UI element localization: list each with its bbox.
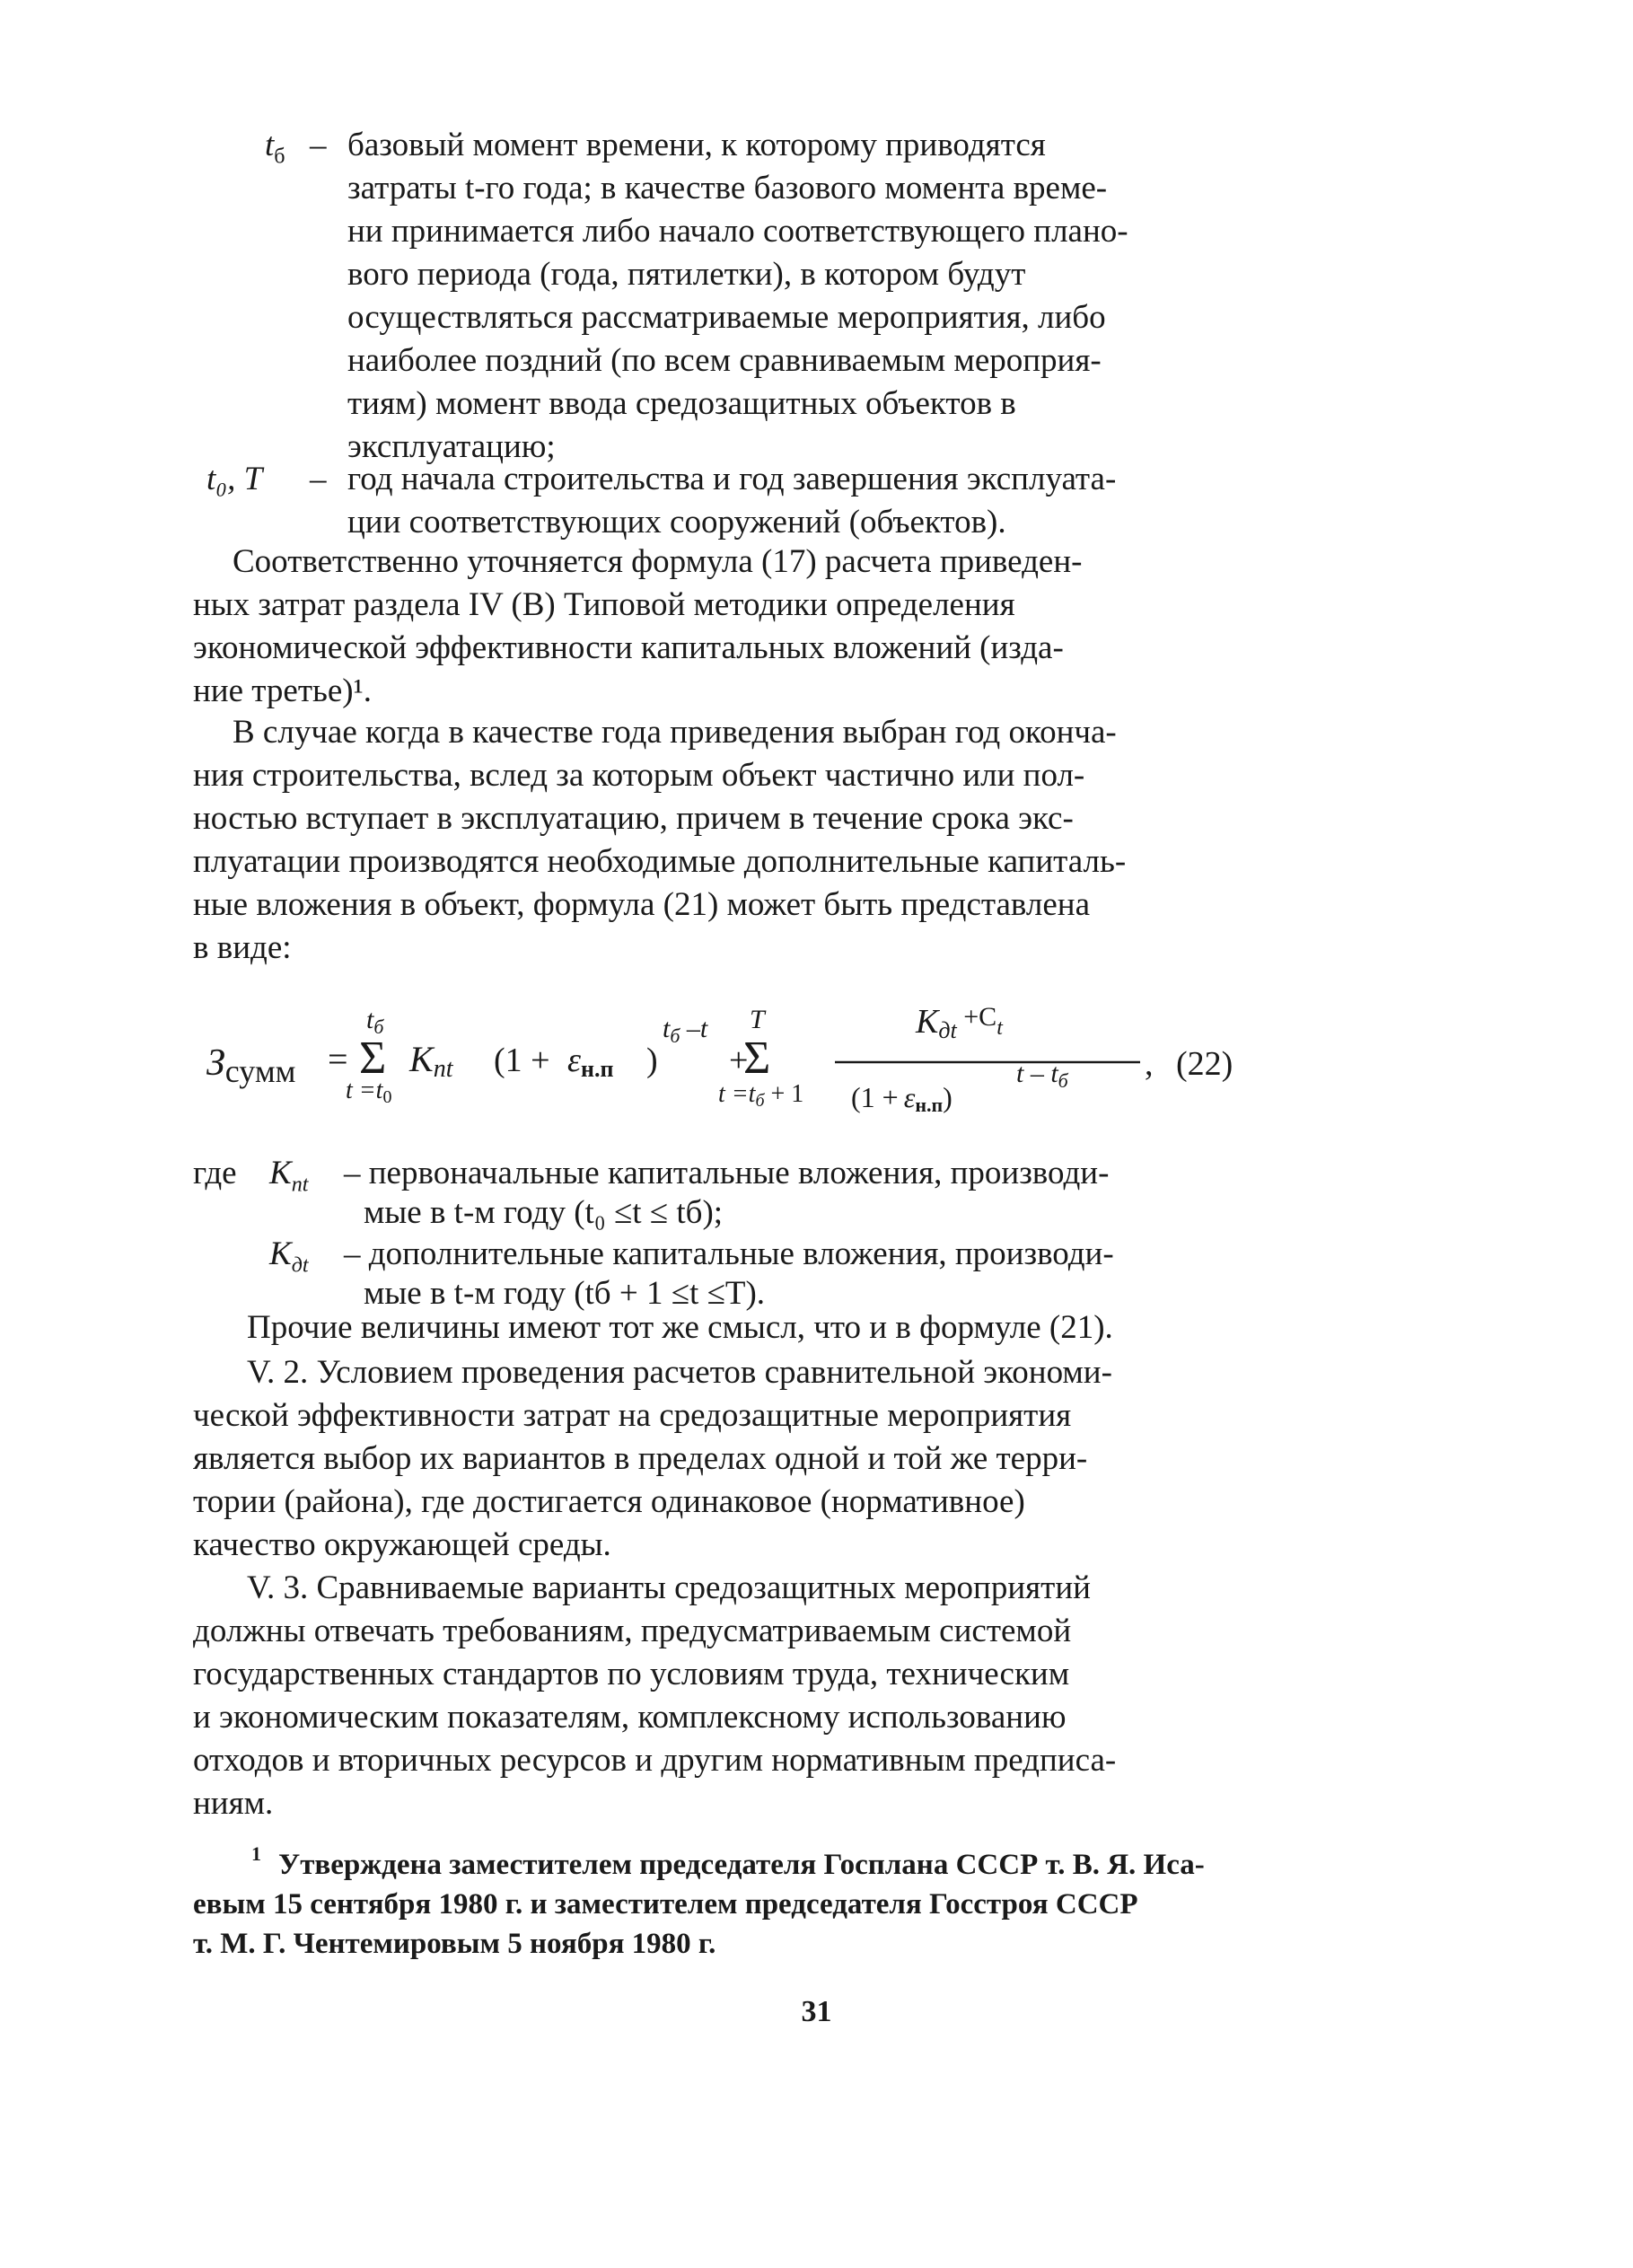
text-line: экономической эффективности капитальных вложений (изда- — [193, 629, 1064, 666]
footnote-marker: 1 — [251, 1842, 261, 1865]
text-line: качество окружающей среды. — [193, 1526, 611, 1563]
text-line: ни принимается либо начало соответствующего плано- — [347, 213, 1128, 250]
paragraph-construction-year — [193, 711, 1252, 970]
text-line: и экономическим показателям, комплексному использованию — [193, 1699, 1067, 1736]
text-line: ные вложения в объект, формула (21) может быть представлена — [193, 886, 1091, 923]
definition-dash: – — [310, 461, 327, 497]
sum1-upper-limit: $t_б$ — [366, 1005, 384, 1038]
definition-t0-T — [206, 458, 1261, 548]
text-line: тории (района), где достигается одинаковое (нормативное) — [193, 1483, 1025, 1520]
where-kpt-line1: – первоначальные капитальные вложения, производи- — [344, 1155, 1110, 1191]
formula-paren1: (1 + — [494, 1042, 550, 1079]
formula-paren1-close: ) — [646, 1042, 658, 1079]
text-line: ческой эффективности затрат на средозащитные мероприятия — [193, 1397, 1072, 1434]
where-label: где — [193, 1155, 237, 1191]
where-kpt-line2: мые в t-м году (t₀ ≤t ≤ tб); — [364, 1194, 724, 1231]
definition-body — [347, 124, 1259, 469]
where-kdt-symbol: $K_{дt}$ — [269, 1235, 309, 1278]
text-line: базовый момент времени, к которому приводятся — [347, 127, 1046, 163]
formula-plus: + — [729, 1042, 749, 1079]
text-line: наиболее поздний (по всем сравниваемым мероприя- — [347, 342, 1102, 379]
paragraph-v2 — [193, 1351, 1252, 1567]
fraction-denominator: (1 + εн.п) — [851, 1081, 953, 1116]
definition-dash: – — [310, 127, 327, 163]
text-line: государственных стандартов по условиям труда, техническим — [193, 1656, 1070, 1692]
text-line: ния строительства, вслед за которым объект частично или пол- — [193, 757, 1085, 794]
paragraph-v3 — [193, 1567, 1252, 1825]
text-line: отходов и вторичных ресурсов и другим нормативным предписа- — [193, 1742, 1117, 1779]
definition-body — [347, 458, 1259, 544]
text-line: год начала строительства и год завершения эксплуата- — [347, 461, 1117, 497]
text-line: ние третье)¹. — [193, 672, 372, 709]
definition-symbol: $t_б$ — [265, 127, 285, 169]
footnote-line: Утверждена заместителем председателя Госплана СССР т. В. Я. Иса- — [278, 1849, 1205, 1881]
text-line: является выбор их вариантов в пределах одной и той же терри- — [193, 1440, 1088, 1477]
where-kpt-symbol: $K_{пt}$ — [269, 1155, 309, 1197]
where-kdt-line2: мые в t-м году (tб + 1 ≤t ≤T). — [364, 1275, 766, 1312]
text-line: Соответственно уточняется формула (17) расчета приведен- — [233, 543, 1083, 580]
sum1-sigma: Σ — [359, 1033, 387, 1084]
footnote-line: евым 15 сентября 1980 г. и заместителем председателя Госстроя СССР — [193, 1888, 1138, 1921]
text-line: в виде: — [193, 929, 292, 966]
paragraph-formula-17 — [193, 541, 1252, 713]
formula-number: (22) — [1176, 1045, 1234, 1083]
text-line: должны отвечать требованиям, предусматриваемым системой — [193, 1613, 1072, 1649]
footnote — [193, 1845, 1252, 1964]
text-line: V. 2. Условием проведения расчетов сравнительной экономи- — [247, 1354, 1112, 1391]
text-line: тиям) момент ввода средозащитных объектов в — [347, 385, 1016, 422]
page-number: 31 — [801, 1995, 832, 2028]
text-line: ностью вступает в эксплуатацию, причем в течение срока экс- — [193, 800, 1074, 837]
text-line: ции соответствующих сооружений (объектов). — [347, 504, 1006, 541]
text-line: ниям. — [193, 1785, 274, 1822]
text-line: В случае когда в качестве года приведения выбран год оконча- — [233, 714, 1117, 751]
text-line: Прочие величины имеют тот же смысл, что и в формуле (21). — [247, 1309, 1113, 1346]
paragraph-other-values — [193, 1306, 1252, 1349]
text-line: V. 3. Сравниваемые варианты средозащитных мероприятий — [247, 1569, 1091, 1606]
definition-t-base — [265, 124, 1261, 483]
formula-22 — [206, 992, 1266, 1136]
where-block — [193, 1154, 1266, 1312]
text-line: затраты t-го года; в качестве базового момента време- — [347, 170, 1108, 207]
formula-comma: , — [1145, 1045, 1154, 1083]
text-line: осуществляться рассматриваемые мероприятия, либо — [347, 299, 1106, 336]
formula-e1: εн.п — [567, 1042, 614, 1082]
formula-equals: = — [328, 1039, 348, 1079]
text-line: эксплуатацию; — [347, 428, 556, 465]
text-line: плуатации производятся необходимые дополнительные капиталь- — [193, 843, 1127, 880]
denominator-exponent: t – $t_б$ — [1016, 1059, 1068, 1092]
where-kdt-line1: – дополнительные капитальные вложения, производи- — [344, 1235, 1114, 1272]
sum1-lower-limit: t =t0 — [346, 1077, 392, 1107]
text-line: ных затрат раздела IV (В) Типовой методики определения — [193, 586, 1015, 623]
formula-term-kpt: Kпt — [409, 1039, 453, 1083]
text-line: вого периода (года, пятилетки), в котором будут — [347, 256, 1026, 293]
definition-symbol: t₀, T — [206, 461, 263, 497]
fraction-numerator: Kдt $^{+C}_t$ — [916, 1002, 1003, 1043]
sum2-upper-limit: T — [750, 1005, 765, 1034]
sum2-sigma: Σ — [743, 1033, 771, 1084]
formula-lhs: Зсумм — [206, 1042, 296, 1089]
sum2-lower-limit: t =tб + 1 — [718, 1080, 804, 1111]
footnote-line: т. М. Г. Чентемировым 5 ноября 1980 г. — [193, 1928, 716, 1960]
formula-exp1: $t_б$ –t — [663, 1014, 708, 1047]
